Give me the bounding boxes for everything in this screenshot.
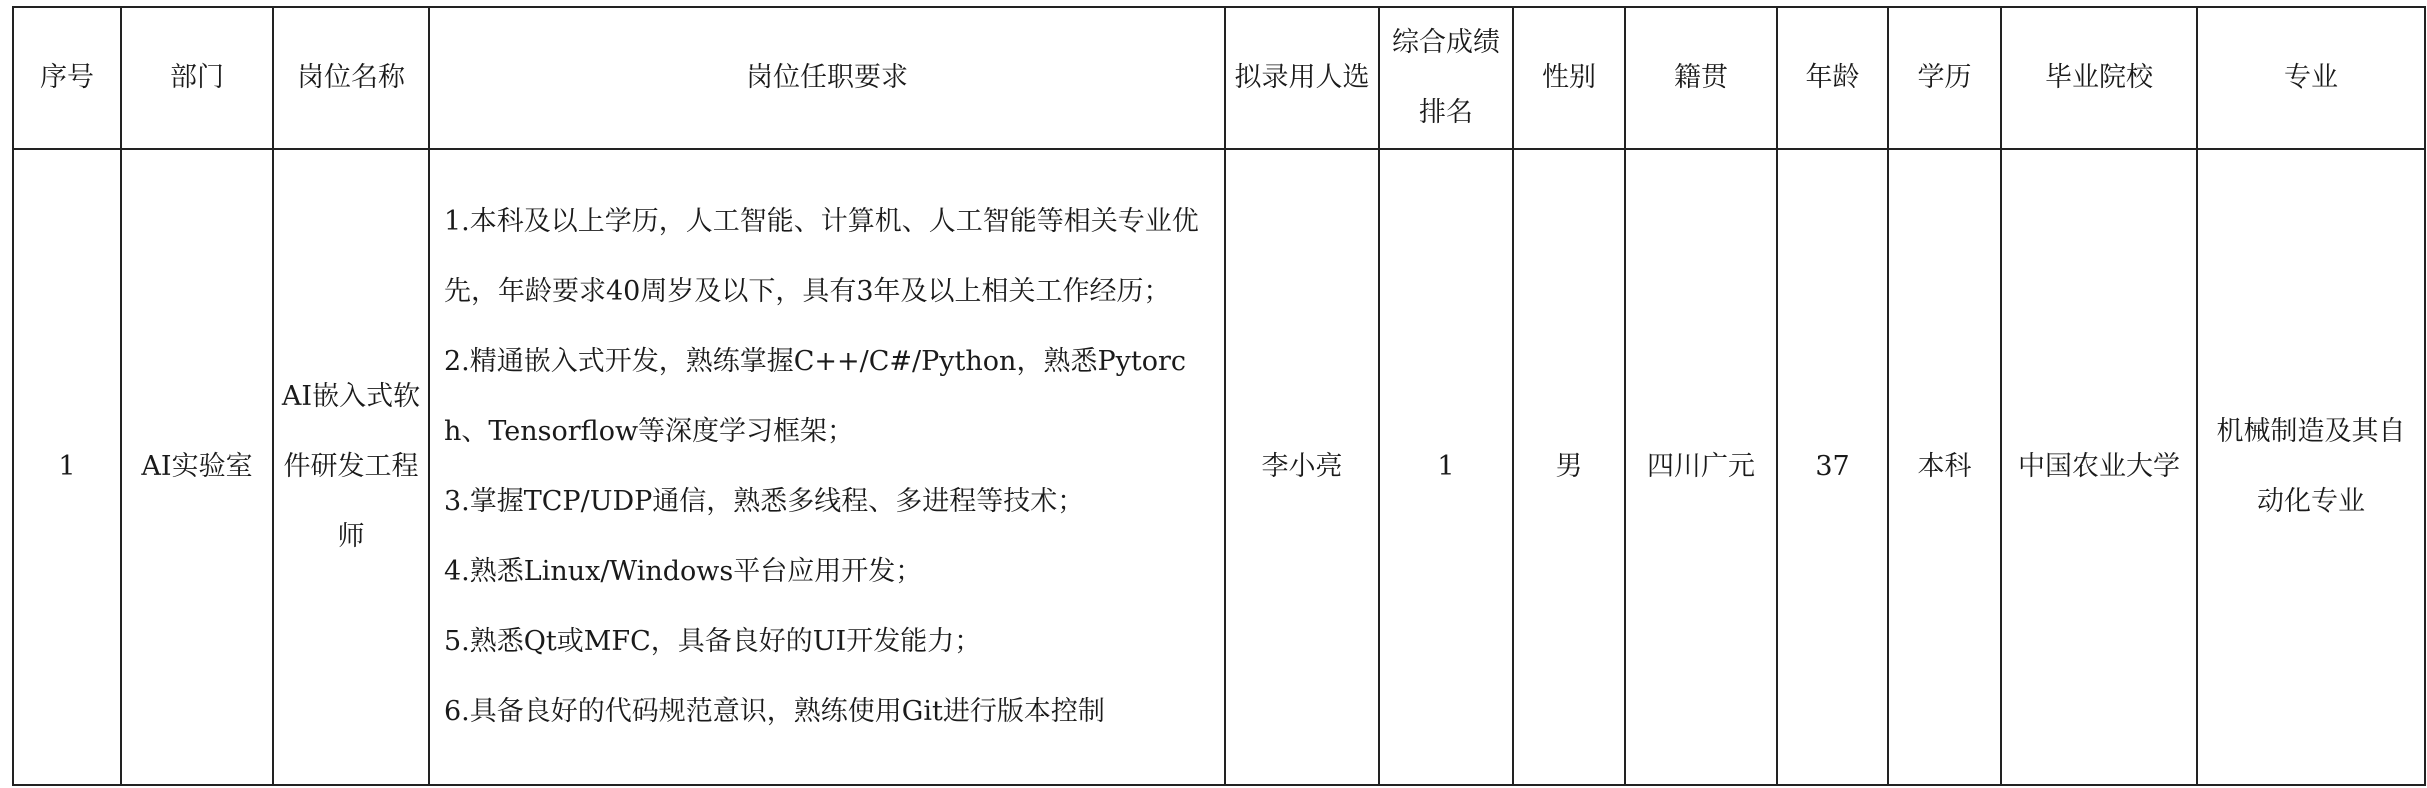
requirement-item: 1.本科及以上学历，人工智能、计算机、人工智能等相关专业优先，年龄要求40周岁及以下，具有3年及以上相关工作经历； bbox=[444, 206, 1199, 307]
requirement-item: 6.具备良好的代码规范意识，熟练使用Git进行版本控制 bbox=[444, 696, 1105, 727]
cell-candidate: 李小亮 bbox=[1225, 149, 1379, 785]
requirement-item: 3.掌握TCP/UDP通信，熟悉多线程、多进程等技术； bbox=[444, 486, 1085, 517]
cell-gender: 男 bbox=[1513, 149, 1625, 785]
cell-requirements bbox=[429, 149, 1225, 785]
cell-major: 机械制造及其自动化专业 bbox=[2197, 149, 2425, 785]
header-major: 专业 bbox=[2197, 7, 2425, 149]
hiring-table bbox=[12, 6, 2426, 786]
header-education: 学历 bbox=[1888, 7, 2001, 149]
header-serial: 序号 bbox=[13, 7, 121, 149]
cell-hometown: 四川广元 bbox=[1625, 149, 1777, 785]
header-hometown: 籍贯 bbox=[1625, 7, 1777, 149]
cell-school: 中国农业大学 bbox=[2001, 149, 2197, 785]
requirement-item: 5.熟悉Qt或MFC，具备良好的UI开发能力； bbox=[444, 626, 982, 657]
header-requirements: 岗位任职要求 bbox=[429, 7, 1225, 149]
header-gender: 性别 bbox=[1513, 7, 1625, 149]
cell-serial: 1 bbox=[13, 149, 121, 785]
header-row bbox=[13, 7, 2425, 149]
cell-position: AI嵌入式软件研发工程师 bbox=[273, 149, 429, 785]
header-school: 毕业院校 bbox=[2001, 7, 2197, 149]
header-rank: 综合成绩排名 bbox=[1379, 7, 1513, 149]
table-row bbox=[13, 149, 2425, 785]
cell-education: 本科 bbox=[1888, 149, 2001, 785]
header-age: 年龄 bbox=[1777, 7, 1888, 149]
cell-rank: 1 bbox=[1379, 149, 1513, 785]
cell-age: 37 bbox=[1777, 149, 1888, 785]
header-department: 部门 bbox=[121, 7, 273, 149]
header-position: 岗位名称 bbox=[273, 7, 429, 149]
requirement-item: 2.精通嵌入式开发，熟练掌握C++/C#/Python，熟悉Pytorch、Tensorflow等深度学习框架； bbox=[444, 346, 1186, 447]
cell-department: AI实验室 bbox=[121, 149, 273, 785]
header-candidate: 拟录用人选 bbox=[1225, 7, 1379, 149]
requirement-item: 4.熟悉Linux/Windows平台应用开发； bbox=[444, 556, 923, 587]
